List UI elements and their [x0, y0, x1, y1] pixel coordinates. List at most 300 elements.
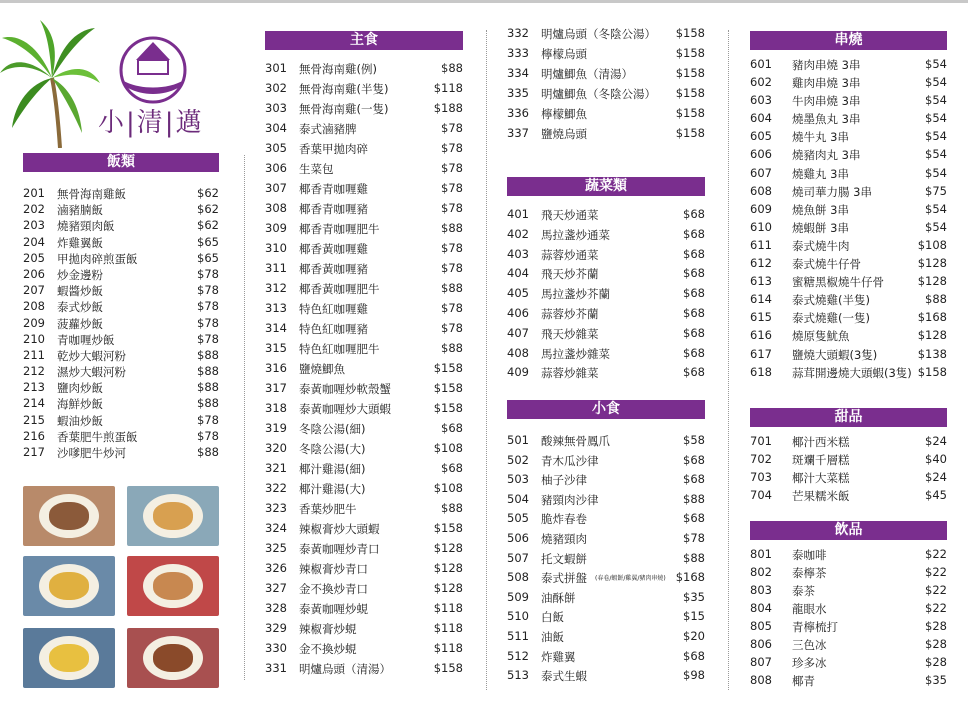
menu-item — [265, 501, 463, 521]
menu-item — [507, 66, 705, 86]
item-name: 燒豬頸肉飯 — [57, 219, 115, 234]
main-cont-section — [507, 26, 705, 146]
item-price: $78 — [441, 201, 463, 215]
item-code: 209 — [23, 315, 45, 330]
item-name: 冬陰公湯(大) — [299, 442, 366, 456]
item-price: $88 — [683, 550, 705, 565]
item-name: 燒豬肉丸 3串 — [792, 148, 861, 163]
item-name: 香葉炒肥牛 — [299, 502, 357, 516]
item-price: $24 — [925, 470, 947, 484]
menu-item — [265, 541, 463, 561]
item-name: 燒魚餅 3串 — [792, 202, 849, 217]
menu-item — [23, 413, 219, 429]
item-price: $62 — [197, 186, 219, 200]
snack-list — [507, 433, 705, 688]
item-code: 323 — [265, 501, 287, 515]
item-price: $68 — [683, 226, 705, 241]
item-price: $78 — [683, 530, 705, 545]
menu-item — [750, 470, 947, 488]
item-name: 炒金邊粉 — [57, 267, 103, 282]
item-code: 607 — [750, 165, 772, 180]
item-code: 313 — [265, 301, 287, 315]
item-code: 803 — [750, 583, 772, 597]
item-name: 蜜糖黑椒燒牛仔骨 — [792, 275, 884, 290]
item-name: 特色紅咖喱豬 — [299, 322, 368, 336]
item-code: 330 — [265, 641, 287, 655]
item-code: 618 — [750, 364, 772, 379]
item-name: 泰黃咖喱炒蜆 — [299, 602, 368, 616]
item-code: 513 — [507, 668, 529, 683]
item-price: $128 — [917, 274, 947, 289]
food-photo-4 — [127, 556, 219, 616]
menu-item — [507, 649, 705, 669]
menu-item — [507, 551, 705, 571]
item-price: $88 — [441, 341, 463, 355]
item-name: 檸檬鯽魚 — [541, 107, 587, 121]
item-code: 326 — [265, 561, 287, 575]
item-code: 510 — [507, 609, 529, 624]
item-code: 335 — [507, 86, 529, 100]
menu-item — [265, 141, 463, 161]
item-price: $68 — [683, 305, 705, 320]
item-price: $88 — [197, 364, 219, 379]
item-code: 306 — [265, 161, 287, 175]
item-code: 509 — [507, 589, 529, 604]
item-code: 615 — [750, 310, 772, 325]
item-name: 椰香黃咖喱豬 — [299, 262, 368, 276]
item-code: 328 — [265, 601, 287, 615]
item-price: $98 — [683, 668, 705, 683]
item-price: $118 — [433, 601, 463, 615]
item-code: 406 — [507, 305, 529, 320]
item-price: $78 — [197, 331, 219, 346]
item-code: 324 — [265, 521, 287, 535]
item-price: $68 — [683, 345, 705, 360]
item-price: $35 — [683, 589, 705, 604]
item-code: 202 — [23, 202, 45, 217]
item-name: 蒜蓉炒雜菜 — [541, 366, 599, 381]
item-price: $158 — [917, 364, 947, 379]
menu-item — [750, 238, 947, 256]
item-price: $108 — [433, 481, 463, 495]
item-name: 泰式燒牛肉 — [792, 238, 850, 253]
item-price: $68 — [683, 452, 705, 467]
veg-list — [507, 207, 705, 385]
item-name: 辣椒膏炒青口 — [299, 562, 368, 576]
item-code: 309 — [265, 221, 287, 235]
item-code: 506 — [507, 530, 529, 545]
item-price: $15 — [683, 609, 705, 624]
item-name: 辣椒膏炒蜆 — [299, 622, 357, 636]
item-price: $128 — [433, 581, 463, 595]
item-name: 白飯 — [541, 610, 564, 625]
menu-item — [265, 321, 463, 341]
item-name: 鹽燒烏頭 — [541, 127, 587, 141]
food-photo-2 — [127, 486, 219, 546]
item-code: 407 — [507, 325, 529, 340]
item-code: 409 — [507, 365, 529, 380]
skewer-header: 串燒 — [750, 31, 947, 50]
item-name: 椰青 — [792, 674, 815, 688]
item-price: $108 — [917, 237, 947, 252]
food-photo-3 — [23, 556, 115, 616]
menu-item — [507, 247, 705, 267]
menu-item — [750, 202, 947, 220]
item-price: $22 — [925, 583, 947, 597]
menu-item — [265, 401, 463, 421]
item-code: 216 — [23, 428, 45, 443]
item-code: 802 — [750, 565, 772, 579]
item-name: 斑斕千層糕 — [792, 453, 850, 467]
item-name: 青木瓜沙律 — [541, 453, 599, 468]
item-code: 408 — [507, 345, 529, 360]
item-code: 205 — [23, 250, 45, 265]
menu-item — [507, 86, 705, 106]
menu-item — [507, 207, 705, 227]
item-code: 502 — [507, 452, 529, 467]
dessert-section — [750, 408, 947, 506]
item-name: 泰式燒雞(半隻) — [792, 293, 870, 308]
menu-item — [750, 57, 947, 75]
item-code: 308 — [265, 201, 287, 215]
item-name: 椰香青咖喱雞 — [299, 182, 368, 196]
menu-item — [750, 111, 947, 129]
item-price: $54 — [925, 165, 947, 180]
menu-item — [265, 521, 463, 541]
item-code: 605 — [750, 129, 772, 144]
item-price: $78 — [197, 283, 219, 298]
item-code: 211 — [23, 347, 45, 362]
item-price: $68 — [441, 461, 463, 475]
item-name: 泰式拼盤 — [541, 571, 587, 586]
item-price: $75 — [925, 183, 947, 198]
item-code: 507 — [507, 550, 529, 565]
item-price: $78 — [441, 121, 463, 135]
menu-item — [265, 281, 463, 301]
item-price: $54 — [925, 93, 947, 108]
item-price: $158 — [675, 26, 705, 40]
rice-section — [23, 153, 219, 461]
menu-item — [507, 453, 705, 473]
item-code: 329 — [265, 621, 287, 635]
item-code: 310 — [265, 241, 287, 255]
main-cont-list — [507, 26, 705, 146]
item-price: $78 — [197, 315, 219, 330]
item-price: $78 — [441, 321, 463, 335]
item-code: 301 — [265, 61, 287, 75]
menu-item — [507, 346, 705, 366]
item-price: $88 — [197, 380, 219, 395]
item-code: 402 — [507, 226, 529, 241]
menu-item — [750, 601, 947, 619]
item-price: $78 — [441, 181, 463, 195]
item-code: 512 — [507, 648, 529, 663]
item-code: 215 — [23, 412, 45, 427]
menu-item — [750, 488, 947, 506]
item-price: $68 — [683, 246, 705, 261]
item-price: $65 — [197, 250, 219, 265]
item-name: 脆炸春卷 — [541, 512, 587, 527]
menu-item — [265, 601, 463, 621]
item-name: 油飯 — [541, 629, 564, 644]
menu-item — [265, 581, 463, 601]
menu-item — [265, 661, 463, 681]
item-code: 807 — [750, 655, 772, 669]
item-name: 椰香黃咖喱雞 — [299, 242, 368, 256]
item-price: $88 — [683, 491, 705, 506]
item-price: $128 — [917, 328, 947, 343]
item-price: $158 — [433, 381, 463, 395]
item-price: $54 — [925, 57, 947, 71]
item-price: $62 — [197, 218, 219, 233]
item-code: 808 — [750, 673, 772, 687]
item-price: $68 — [683, 472, 705, 487]
item-code: 318 — [265, 401, 287, 415]
item-price: $35 — [925, 673, 947, 687]
menu-item — [265, 161, 463, 181]
item-name: 泰黃咖喱炒青口 — [299, 542, 380, 556]
item-name: 香葉肥牛煎蛋飯 — [57, 429, 138, 444]
item-name: 飛天炒雜菜 — [541, 326, 599, 341]
item-price: $108 — [433, 441, 463, 455]
item-price: $68 — [683, 266, 705, 281]
item-code: 316 — [265, 361, 287, 375]
menu-item — [750, 292, 947, 310]
item-name: 蒜蓉炒芥蘭 — [541, 306, 599, 321]
item-name: 青檸梳打 — [792, 620, 838, 634]
item-name: 柚子沙律 — [541, 473, 587, 488]
item-code: 336 — [507, 106, 529, 120]
item-code: 201 — [23, 186, 45, 200]
menu-item — [265, 561, 463, 581]
item-code: 503 — [507, 472, 529, 487]
item-name: 燒蝦餅 3串 — [792, 220, 849, 235]
item-name: 金不換炒青口 — [299, 582, 368, 596]
item-code: 614 — [750, 292, 772, 307]
item-price: $88 — [197, 347, 219, 362]
menu-item — [23, 218, 219, 234]
item-name: 椰香青咖喱肥牛 — [299, 222, 380, 236]
menu-item — [507, 570, 705, 590]
menu-item — [507, 106, 705, 126]
item-code: 332 — [507, 26, 529, 40]
item-price: $20 — [683, 628, 705, 643]
item-code: 611 — [750, 237, 772, 252]
menu-item — [265, 341, 463, 361]
item-name: 濕炒大蝦河粉 — [57, 365, 126, 380]
item-name: 托文蝦餅 — [541, 551, 587, 566]
main-section — [265, 31, 463, 681]
menu-item — [23, 332, 219, 348]
item-name: 無骨海南雞(半隻) — [299, 82, 389, 96]
item-code: 327 — [265, 581, 287, 595]
item-name: 飛天炒芥蘭 — [541, 267, 599, 282]
item-code: 508 — [507, 570, 529, 585]
item-code: 321 — [265, 461, 287, 475]
item-price: $128 — [917, 256, 947, 271]
menu-item — [750, 310, 947, 328]
menu-item — [750, 328, 947, 346]
item-price: $68 — [683, 511, 705, 526]
menu-item — [750, 75, 947, 93]
item-code: 319 — [265, 421, 287, 435]
menu-item — [750, 256, 947, 274]
item-name: 冬陰公湯(細) — [299, 422, 366, 436]
item-code: 805 — [750, 619, 772, 633]
item-code: 505 — [507, 511, 529, 526]
item-name: 豬肉串燒 3串 — [792, 58, 861, 72]
main-list — [265, 61, 463, 681]
item-code: 704 — [750, 488, 772, 502]
item-name: 椰汁大菜糕 — [792, 471, 850, 485]
item-name: 馬拉盞炒芥蘭 — [541, 287, 610, 302]
item-price: $158 — [675, 106, 705, 120]
item-code: 325 — [265, 541, 287, 555]
menu-item — [507, 26, 705, 46]
item-name: 明爐烏頭（冬陰公湯） — [541, 27, 656, 41]
item-price: $78 — [441, 301, 463, 315]
menu-item — [507, 227, 705, 247]
item-code: 405 — [507, 286, 529, 301]
menu-item — [507, 511, 705, 531]
item-code: 612 — [750, 256, 772, 271]
item-code: 203 — [23, 218, 45, 233]
item-name: 泰式滷豬脾 — [299, 122, 357, 136]
item-code: 320 — [265, 441, 287, 455]
menu-item — [23, 364, 219, 380]
dessert-header: 甜品 — [750, 408, 947, 427]
column-divider — [486, 30, 487, 690]
item-name: 菠蘿炒飯 — [57, 316, 103, 331]
item-name: 馬拉盞炒通菜 — [541, 227, 610, 242]
item-price: $54 — [925, 147, 947, 162]
item-name: 三色冰 — [792, 638, 827, 652]
item-price: $22 — [925, 601, 947, 615]
item-price: $158 — [675, 126, 705, 140]
menu-item — [23, 267, 219, 283]
item-price: $188 — [433, 101, 463, 115]
item-name: 鹽燒鯽魚 — [299, 362, 345, 376]
item-code: 609 — [750, 201, 772, 216]
item-name: 沙嗲肥牛炒河 — [57, 446, 126, 460]
menu-item — [507, 326, 705, 346]
item-code: 307 — [265, 181, 287, 195]
item-code: 305 — [265, 141, 287, 155]
item-name: 明爐鯽魚（冬陰公湯） — [541, 87, 656, 101]
food-photo-1 — [23, 486, 115, 546]
item-code: 401 — [507, 207, 529, 221]
item-name: 珍多冰 — [792, 656, 827, 670]
menu-item — [265, 221, 463, 241]
item-code: 303 — [265, 101, 287, 115]
main-header: 主食 — [265, 31, 463, 50]
item-name: 特色紅咖喱雞 — [299, 302, 368, 316]
item-name: 滷豬腩飯 — [57, 203, 103, 218]
item-price: $88 — [197, 445, 219, 459]
item-name: 蝦油炒飯 — [57, 413, 103, 428]
menu-item — [23, 202, 219, 218]
snack-header: 小食 — [507, 400, 705, 419]
menu-item — [265, 621, 463, 641]
item-price: $158 — [675, 46, 705, 60]
menu-item — [265, 441, 463, 461]
item-name: 豬頸肉沙律 — [541, 492, 599, 507]
item-price: $28 — [925, 655, 947, 669]
item-price: $138 — [917, 346, 947, 361]
item-code: 302 — [265, 81, 287, 95]
item-price: $22 — [925, 565, 947, 579]
item-price: $78 — [197, 428, 219, 443]
menu-item — [750, 365, 947, 383]
menu-item — [507, 266, 705, 286]
item-name: 明爐鯽魚（清湯） — [541, 67, 633, 81]
item-price: $45 — [925, 488, 947, 502]
item-name: 椰汁西米糕 — [792, 435, 850, 449]
menu-item — [750, 547, 947, 565]
menu-item — [23, 186, 219, 202]
item-name: 龍眼水 — [792, 602, 827, 616]
menu-item — [507, 365, 705, 385]
item-price: $158 — [433, 401, 463, 415]
item-name: 乾炒大蝦河粉 — [57, 348, 126, 363]
item-name: 金不換炒蜆 — [299, 642, 357, 656]
menu-item — [23, 299, 219, 315]
menu-item — [265, 81, 463, 101]
column-divider — [244, 155, 245, 680]
menu-item — [265, 361, 463, 381]
veg-header: 蔬菜類 — [507, 177, 705, 196]
menu-item — [750, 184, 947, 202]
menu-item — [750, 129, 947, 147]
item-note: (春卷/蝦餅/雞翼/豬肉串燒) — [595, 575, 666, 583]
item-name: 蒜蓉炒通菜 — [541, 247, 599, 262]
menu-item — [750, 220, 947, 238]
item-price: $158 — [433, 661, 463, 675]
skewer-list — [750, 57, 947, 383]
item-price: $24 — [925, 434, 947, 448]
menu-item — [23, 445, 219, 461]
item-name: 無骨海南雞飯 — [57, 187, 126, 201]
item-name: 燒司華力腸 3串 — [792, 184, 872, 199]
item-price: $68 — [683, 207, 705, 221]
item-code: 214 — [23, 396, 45, 411]
item-name: 酸辣無骨鳳爪 — [541, 434, 610, 448]
item-code: 337 — [507, 126, 529, 140]
item-price: $68 — [441, 421, 463, 435]
item-name: 泰式燒雞(一隻) — [792, 311, 870, 326]
menu-item — [265, 201, 463, 221]
item-name: 燒墨魚丸 3串 — [792, 112, 861, 127]
menu-item — [507, 492, 705, 512]
item-price: $128 — [433, 561, 463, 575]
item-name: 燒雞丸 3串 — [792, 166, 849, 181]
item-price: $22 — [925, 547, 947, 561]
item-name: 檸檬烏頭 — [541, 47, 587, 61]
item-price: $58 — [683, 433, 705, 447]
menu-item — [265, 421, 463, 441]
item-code: 403 — [507, 246, 529, 261]
veg-section — [507, 177, 705, 385]
item-name: 油酥餅 — [541, 590, 576, 605]
skewer-section — [750, 31, 947, 383]
item-price: $88 — [441, 221, 463, 235]
item-name: 青咖喱炒飯 — [57, 332, 115, 347]
item-code: 601 — [750, 57, 772, 71]
item-name: 生菜包 — [299, 162, 334, 176]
item-name: 無骨海南雞(一隻) — [299, 102, 389, 116]
item-name: 雞肉串燒 3串 — [792, 76, 861, 91]
food-photo-6 — [127, 628, 219, 688]
